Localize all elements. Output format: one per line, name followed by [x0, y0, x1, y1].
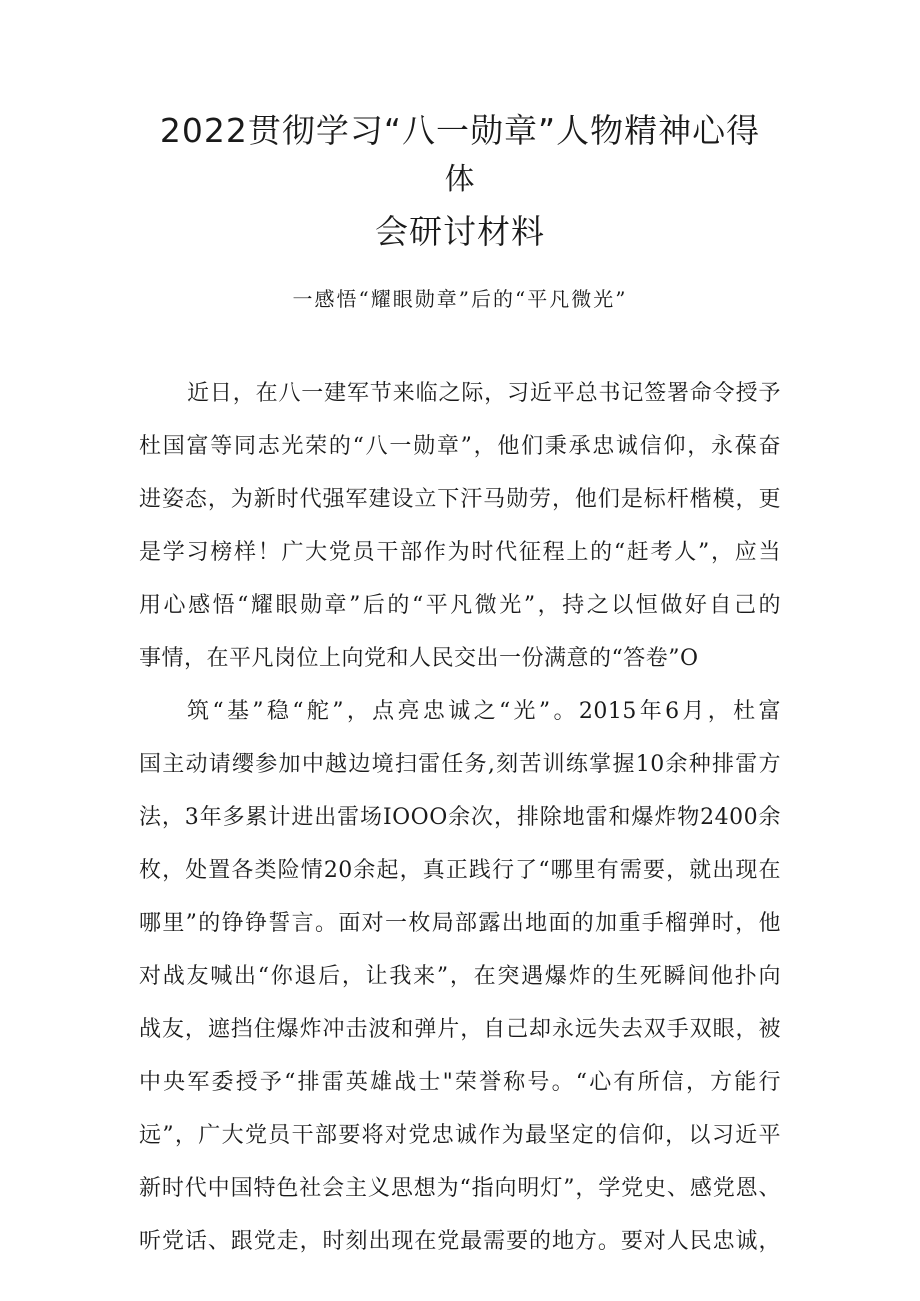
- document-title-line-2: 体: [444, 162, 476, 197]
- paragraph-1-line-1: 近日，在八一建军节来临之际，习近平总书记签署命令授予: [187, 381, 781, 406]
- paragraph-1-line-4: 是学习榜样！广大党员干部作为时代征程上的“赶考人”，应当: [139, 540, 781, 565]
- paragraph-2-line-11: 听党话、跟党走，时刻出现在党最需要的地方。要对人民忠诚，: [139, 1229, 781, 1254]
- document-title-line-1: 2022贯彻学习“八一勋章”人物精神心得: [159, 111, 761, 150]
- document-subtitle: 一感悟“耀眼勋章”后的“平凡微光”: [292, 287, 628, 311]
- paragraph-1-line-6: 事情，在平凡岗位上向党和人民交出一份满意的“答卷”O: [139, 646, 699, 671]
- document-title-line-3: 会研讨材料: [375, 212, 545, 251]
- paragraph-2-line-10: 新时代中国特色社会主义思想为“指向明灯”，学党史、感党恩、: [139, 1176, 781, 1201]
- paragraph-2-line-2: 国主动请缨参加中越边境扫雷任务,刻苦训练掌握10余种排雷方: [139, 752, 781, 777]
- paragraph-2-line-4: 枚，处置各类险情20余起，真正践行了“哪里有需要，就出现在: [139, 858, 781, 883]
- paragraph-2-line-9: 远”，广大党员干部要将对党忠诚作为最坚定的信仰，以习近平: [139, 1123, 781, 1148]
- paragraph-2-line-1: 筑“基”稳“舵”，点亮忠诚之“光”。2015年6月，杜富: [187, 699, 781, 724]
- paragraph-2-line-5: 哪里”的铮铮誓言。面对一枚局部露出地面的加重手榴弹时，他: [139, 911, 781, 936]
- paragraph-2-line-3: 法，3年多累计进出雷场IOOO余次，排除地雷和爆炸物2400余: [139, 805, 781, 830]
- paragraph-2-line-8: 中央军委授予“排雷英雄战士"荣誉称号。“心有所信，方能行: [139, 1070, 781, 1095]
- paragraph-2-line-7: 战友，遮挡住爆炸冲击波和弹片，自己却永远失去双手双眼，被: [139, 1017, 781, 1042]
- paragraph-1-line-5: 用心感悟“耀眼勋章”后的“平凡微光”，持之以恒做好自己的: [139, 593, 781, 618]
- paragraph-2-line-6: 对战友喊出“你退后，让我来”，在突遇爆炸的生死瞬间他扑向: [139, 964, 781, 989]
- paragraph-1-line-3: 进姿态，为新时代强军建设立下汗马勋劳，他们是标杆楷模，更: [139, 487, 781, 512]
- paragraph-1-line-2: 杜国富等同志光荣的“八一勋章”，他们秉承忠诚信仰，永葆奋: [139, 434, 781, 459]
